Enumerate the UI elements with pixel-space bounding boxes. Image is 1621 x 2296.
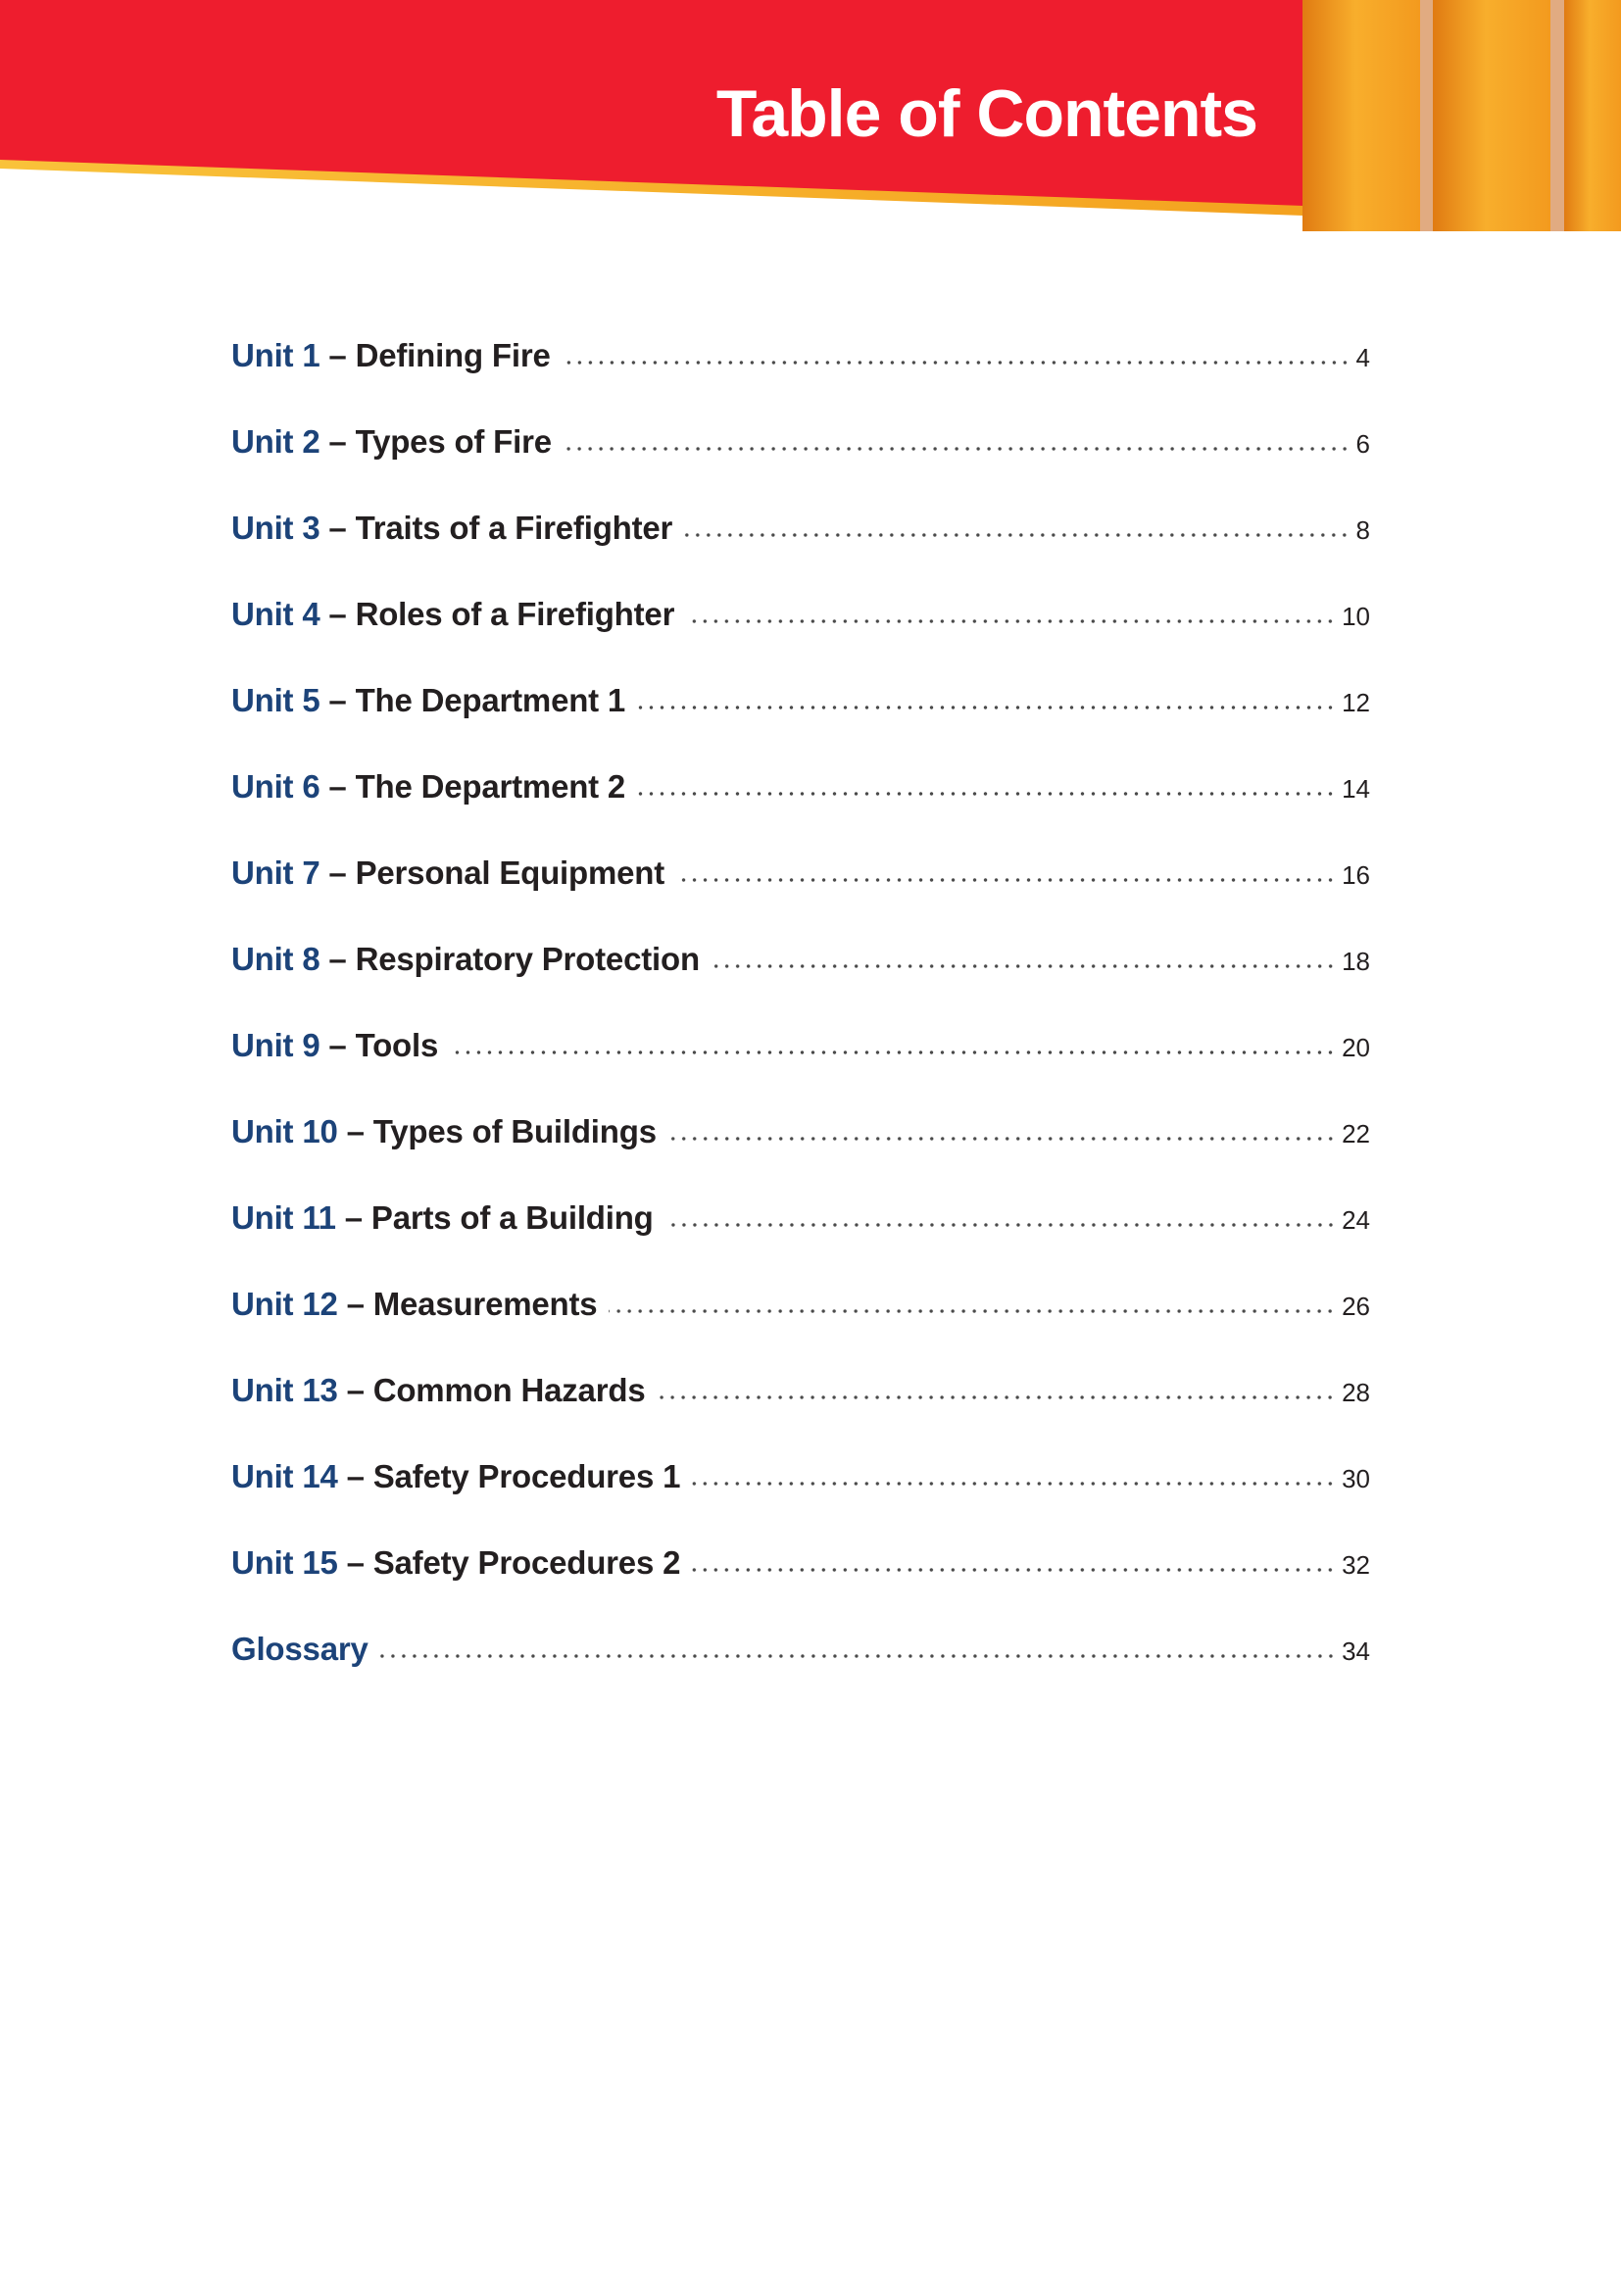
- toc-page-number: 28: [1342, 1378, 1370, 1407]
- toc-entry-label: [231, 1272, 597, 1337]
- toc-entry[interactable]: [231, 1013, 1370, 1099]
- toc-page-number: 12: [1342, 688, 1370, 717]
- dot-leader: [563, 360, 1351, 366]
- toc-entry-label: [231, 1013, 438, 1078]
- dot-leader: [686, 618, 1336, 624]
- toc-entry-label: [231, 841, 664, 905]
- toc-unit-title: Tools: [355, 1027, 439, 1063]
- toc-dash: –: [319, 337, 356, 373]
- toc-entry[interactable]: [231, 1531, 1370, 1617]
- toc-entry[interactable]: [231, 496, 1370, 582]
- dot-leader: [450, 1050, 1336, 1055]
- toc-dash: –: [337, 1286, 373, 1322]
- toc-dash: –: [319, 596, 356, 632]
- toc-unit-title: The Department 1: [355, 682, 626, 718]
- dot-leader: [657, 1394, 1336, 1400]
- toc-unit-number: Unit 3: [231, 510, 320, 546]
- toc-entry-label: [231, 496, 672, 561]
- toc-page-number: 24: [1342, 1205, 1370, 1235]
- toc-entry[interactable]: [231, 668, 1370, 755]
- table-of-contents: [231, 323, 1370, 1703]
- toc-entry-label: [231, 1444, 680, 1509]
- header-orange-bar-1: [1302, 0, 1420, 231]
- toc-entry[interactable]: [231, 323, 1370, 410]
- toc-entry[interactable]: [231, 927, 1370, 1013]
- toc-unit-title: Traits of a Firefighter: [355, 510, 673, 546]
- toc-unit-number: Unit 1: [231, 337, 320, 373]
- toc-unit-number: Unit 11: [231, 1199, 336, 1236]
- toc-entry-label: [231, 323, 551, 388]
- toc-entry[interactable]: [231, 1099, 1370, 1186]
- toc-unit-title: Roles of a Firefighter: [355, 596, 675, 632]
- page-title: Table of Contents: [715, 76, 1257, 151]
- toc-dash: –: [319, 941, 356, 977]
- toc-unit-number: Unit 4: [231, 596, 320, 632]
- toc-entry-label: [231, 755, 625, 819]
- toc-page-number: 22: [1342, 1119, 1370, 1148]
- toc-dash: –: [337, 1458, 373, 1494]
- toc-unit-title: Defining Fire: [355, 337, 551, 373]
- toc-unit-number: Unit 2: [231, 423, 320, 460]
- header-orange-bar-3: [1564, 0, 1621, 231]
- toc-unit-title: Parts of a Building: [370, 1199, 654, 1236]
- toc-entry-label: [231, 1186, 654, 1250]
- toc-dash: –: [319, 423, 356, 460]
- toc-unit-title: Respiratory Protection: [355, 941, 700, 977]
- header-banner: [0, 0, 1621, 235]
- toc-entry[interactable]: [231, 841, 1370, 927]
- toc-entry-label: [231, 582, 674, 647]
- dot-leader: [676, 877, 1336, 883]
- toc-entry[interactable]: [231, 1358, 1370, 1444]
- toc-entry-label: [231, 1617, 368, 1682]
- dot-leader: [692, 1481, 1336, 1487]
- dot-leader: [564, 446, 1351, 452]
- toc-unit-number: Unit 10: [231, 1113, 338, 1149]
- toc-page-number: 16: [1342, 860, 1370, 890]
- toc-entry[interactable]: [231, 1444, 1370, 1531]
- toc-page-number: 20: [1342, 1033, 1370, 1062]
- header-orange-bar-2: [1433, 0, 1550, 231]
- dot-leader: [692, 1567, 1336, 1573]
- toc-entry[interactable]: [231, 755, 1370, 841]
- toc-entry[interactable]: [231, 1617, 1370, 1703]
- toc-unit-title: Personal Equipment: [355, 855, 665, 891]
- toc-dash: –: [319, 1027, 356, 1063]
- toc-dash: –: [319, 768, 356, 805]
- toc-page-number: 10: [1342, 602, 1370, 631]
- toc-page-number: 34: [1342, 1637, 1370, 1666]
- toc-entry-label: [231, 927, 700, 992]
- toc-unit-title: Types of Buildings: [372, 1113, 657, 1149]
- toc-entry-label: [231, 410, 552, 474]
- toc-unit-number: Unit 12: [231, 1286, 338, 1322]
- dot-leader: [380, 1653, 1336, 1659]
- toc-unit-number: Unit 8: [231, 941, 320, 977]
- toc-unit-number: Unit 13: [231, 1372, 338, 1408]
- toc-page-number: 32: [1342, 1550, 1370, 1580]
- toc-unit-number: Unit 7: [231, 855, 320, 891]
- toc-page-number: 6: [1355, 429, 1370, 459]
- toc-page-number: 18: [1342, 947, 1370, 976]
- toc-dash: –: [319, 682, 356, 718]
- toc-dash: –: [337, 1113, 373, 1149]
- toc-unit-title: Safety Procedures 1: [372, 1458, 681, 1494]
- toc-dash: –: [337, 1544, 373, 1581]
- toc-entry[interactable]: [231, 582, 1370, 668]
- toc-unit-title: The Department 2: [355, 768, 626, 805]
- toc-dash: –: [319, 510, 356, 546]
- toc-dash: –: [335, 1199, 371, 1236]
- toc-entry-label: [231, 1531, 680, 1595]
- toc-page-number: 14: [1342, 774, 1370, 804]
- toc-entry-label: [231, 668, 625, 733]
- toc-unit-title: Common Hazards: [372, 1372, 646, 1408]
- toc-unit-number: Unit 15: [231, 1544, 338, 1581]
- toc-unit-number: Unit 5: [231, 682, 320, 718]
- toc-unit-title: Safety Procedures 2: [372, 1544, 681, 1581]
- toc-page-number: 8: [1355, 515, 1370, 545]
- dot-leader: [637, 705, 1336, 710]
- toc-page-number: 26: [1342, 1292, 1370, 1321]
- dot-leader: [712, 963, 1336, 969]
- toc-entry-label: [231, 1099, 657, 1164]
- toc-page-number: 4: [1355, 343, 1370, 372]
- toc-unit-number: Unit 14: [231, 1458, 338, 1494]
- toc-unit-number: Unit 9: [231, 1027, 320, 1063]
- dot-leader: [637, 791, 1336, 797]
- toc-unit-title: Measurements: [372, 1286, 598, 1322]
- toc-unit-number: Unit 6: [231, 768, 320, 805]
- dot-leader: [609, 1308, 1336, 1314]
- dot-leader: [668, 1136, 1336, 1142]
- toc-dash: –: [337, 1372, 373, 1408]
- toc-unit-number: Glossary: [231, 1631, 368, 1667]
- dot-leader: [684, 532, 1350, 538]
- toc-entry-label: [231, 1358, 645, 1423]
- dot-leader: [665, 1222, 1336, 1228]
- toc-entry[interactable]: [231, 1186, 1370, 1272]
- toc-entry[interactable]: [231, 410, 1370, 496]
- toc-unit-title: Types of Fire: [355, 423, 552, 460]
- toc-entry[interactable]: [231, 1272, 1370, 1358]
- toc-page-number: 30: [1342, 1464, 1370, 1493]
- toc-dash: –: [319, 855, 356, 891]
